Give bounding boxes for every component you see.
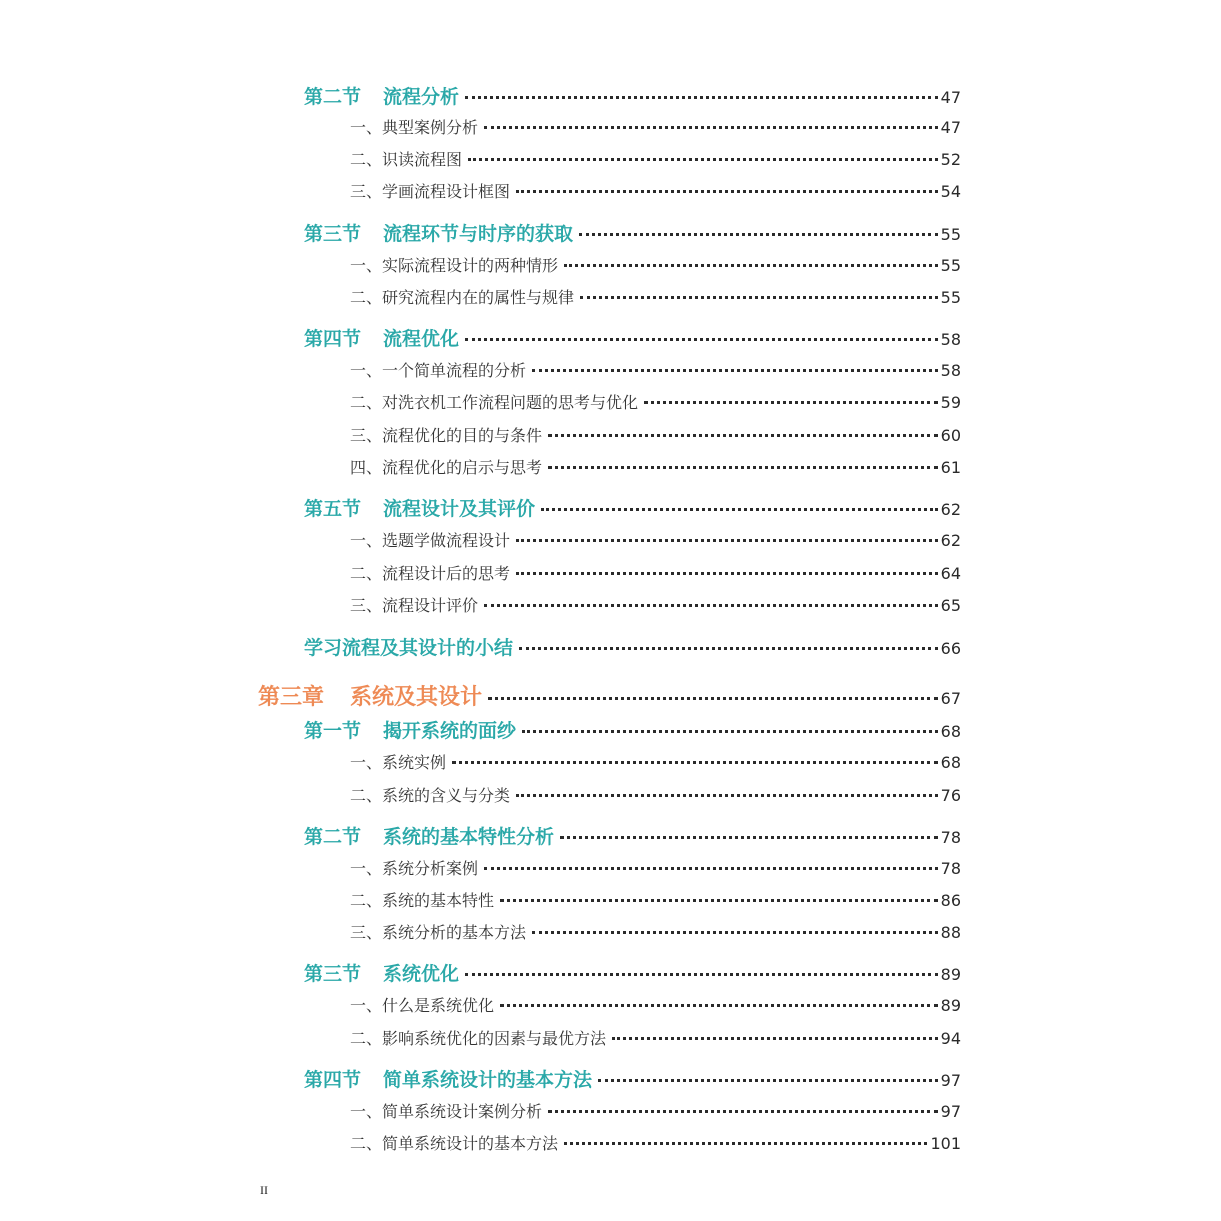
item-title: 四、流程优化的启示与思考 (350, 458, 543, 477)
section-number: 第二节 (304, 86, 362, 108)
item-title: 三、流程优化的目的与条件 (350, 426, 543, 445)
dot-leader (465, 973, 938, 976)
dot-leader (452, 761, 938, 764)
toc-section[interactable] (304, 324, 961, 351)
page-ref: 55 (940, 288, 961, 307)
page-ref: 68 (940, 722, 961, 741)
section-title: 系统优化 (383, 963, 460, 985)
toc-section[interactable] (304, 822, 961, 849)
toc-item[interactable] (350, 593, 961, 616)
page-ref: 58 (940, 330, 961, 349)
dot-leader (516, 572, 938, 575)
page-ref: 97 (940, 1102, 961, 1121)
page-ref: 86 (940, 891, 961, 910)
toc-item[interactable] (350, 455, 961, 478)
item-title: 二、对洗衣机工作流程问题的思考与优化 (350, 393, 639, 412)
section-title: 流程设计及其评价 (383, 498, 536, 520)
item-title: 二、研究流程内在的属性与规律 (350, 288, 575, 307)
toc-item[interactable] (350, 750, 961, 773)
item-title: 一、一个简单流程的分析 (350, 361, 527, 380)
item-title: 二、简单系统设计的基本方法 (350, 1134, 559, 1153)
toc-item[interactable] (350, 253, 961, 276)
page-ref: 101 (930, 1134, 961, 1153)
page-ref: 52 (940, 150, 961, 169)
page-number: II (260, 1183, 268, 1197)
page-ref: 78 (940, 859, 961, 878)
dot-leader (484, 126, 938, 129)
dot-leader (564, 264, 938, 267)
dot-leader (560, 836, 938, 839)
toc-item[interactable] (350, 528, 961, 551)
dot-leader (548, 1110, 938, 1113)
section-title: 系统的基本特性分析 (383, 826, 555, 848)
toc-chapter[interactable] (258, 680, 961, 711)
item-title: 二、识读流程图 (350, 150, 463, 169)
item-title: 三、系统分析的基本方法 (350, 923, 527, 942)
section-title: 流程优化 (383, 328, 460, 350)
page-ref: 88 (940, 923, 961, 942)
toc-section[interactable] (304, 219, 961, 246)
dot-leader (522, 730, 938, 733)
page-ref: 89 (940, 965, 961, 984)
dot-leader (516, 794, 938, 797)
page-ref: 67 (940, 689, 961, 708)
page-ref: 55 (940, 256, 961, 275)
toc-item[interactable] (350, 285, 961, 308)
page-ref: 62 (940, 531, 961, 550)
page-ref: 54 (940, 182, 961, 201)
page-ref: 59 (940, 393, 961, 412)
page-ref: 78 (940, 828, 961, 847)
item-title: 一、实际流程设计的两种情形 (350, 256, 559, 275)
item-title: 二、系统的基本特性 (350, 891, 495, 910)
page-ref: 97 (940, 1071, 961, 1090)
item-title: 二、影响系统优化的因素与最优方法 (350, 1029, 607, 1048)
toc-item[interactable] (350, 390, 961, 413)
page-ref: 58 (940, 361, 961, 380)
dot-leader (519, 647, 938, 650)
dot-leader (484, 867, 938, 870)
toc-item[interactable] (350, 888, 961, 911)
page-ref: 65 (940, 596, 961, 615)
toc-section[interactable] (304, 1065, 961, 1092)
dot-leader (516, 539, 938, 542)
page-ref: 76 (940, 786, 961, 805)
chapter-title: 系统及其设计 (350, 685, 483, 710)
section-title: 揭开系统的面纱 (383, 720, 517, 742)
section-number: 第四节 (304, 1069, 362, 1091)
page-ref: 89 (940, 996, 961, 1015)
page-ref: 94 (940, 1029, 961, 1048)
page-ref: 64 (940, 564, 961, 583)
toc-item[interactable] (350, 423, 961, 446)
toc-summary[interactable] (304, 633, 961, 660)
page-ref: 55 (940, 225, 961, 244)
dot-leader (484, 604, 938, 607)
dot-leader (548, 466, 938, 469)
item-title: 一、什么是系统优化 (350, 996, 495, 1015)
item-title: 三、学画流程设计框图 (350, 182, 511, 201)
toc-item[interactable] (350, 115, 961, 138)
page-ref: 47 (940, 88, 961, 107)
item-title: 二、流程设计后的思考 (350, 564, 511, 583)
item-title: 一、典型案例分析 (350, 118, 479, 137)
section-title: 简单系统设计的基本方法 (383, 1069, 593, 1091)
summary-title: 学习流程及其设计的小结 (304, 637, 514, 659)
dot-leader (580, 296, 938, 299)
page-ref: 47 (940, 118, 961, 137)
dot-leader (541, 508, 938, 511)
dot-leader (465, 96, 938, 99)
dot-leader (500, 1004, 938, 1007)
dot-leader (548, 434, 938, 437)
toc-item[interactable] (350, 358, 961, 381)
section-number: 第三节 (304, 963, 362, 985)
section-number: 第二节 (304, 826, 362, 848)
item-title: 三、流程设计评价 (350, 596, 479, 615)
toc-item[interactable] (350, 783, 961, 806)
toc-section[interactable] (304, 494, 961, 521)
toc-section[interactable] (304, 959, 961, 986)
toc-section[interactable] (304, 716, 961, 743)
item-title: 一、简单系统设计案例分析 (350, 1102, 543, 1121)
item-title: 一、选题学做流程设计 (350, 531, 511, 550)
toc-item[interactable] (350, 1131, 961, 1154)
dot-leader (579, 233, 938, 236)
section-number: 第一节 (304, 720, 362, 742)
section-number: 第四节 (304, 328, 362, 350)
section-title: 流程环节与时序的获取 (383, 223, 574, 245)
page-ref: 68 (940, 753, 961, 772)
page-ref: 66 (940, 639, 961, 658)
page-ref: 61 (940, 458, 961, 477)
item-title: 一、系统实例 (350, 753, 447, 772)
dot-leader (488, 697, 938, 700)
section-title: 流程分析 (383, 86, 460, 108)
toc-item[interactable] (350, 1026, 961, 1049)
toc-section[interactable] (304, 82, 961, 109)
item-title: 一、系统分析案例 (350, 859, 479, 878)
toc-item[interactable] (350, 993, 961, 1016)
dot-leader (612, 1037, 938, 1040)
section-number: 第五节 (304, 498, 362, 520)
toc-item[interactable] (350, 147, 961, 170)
toc-item[interactable] (350, 856, 961, 879)
item-title: 二、系统的含义与分类 (350, 786, 511, 805)
toc-item[interactable] (350, 179, 961, 202)
dot-leader (564, 1142, 927, 1145)
dot-leader (500, 899, 938, 902)
page-ref: 62 (940, 500, 961, 519)
dot-leader (532, 931, 938, 934)
dot-leader (465, 338, 938, 341)
dot-leader (598, 1079, 938, 1082)
toc-item[interactable] (350, 1099, 961, 1122)
chapter-number: 第三章 (258, 685, 325, 710)
dot-leader (532, 369, 938, 372)
dot-leader (468, 158, 938, 161)
toc-item[interactable] (350, 920, 961, 943)
page-ref: 60 (940, 426, 961, 445)
dot-leader (516, 190, 938, 193)
dot-leader (644, 401, 938, 404)
section-number: 第三节 (304, 223, 362, 245)
toc-item[interactable] (350, 561, 961, 584)
